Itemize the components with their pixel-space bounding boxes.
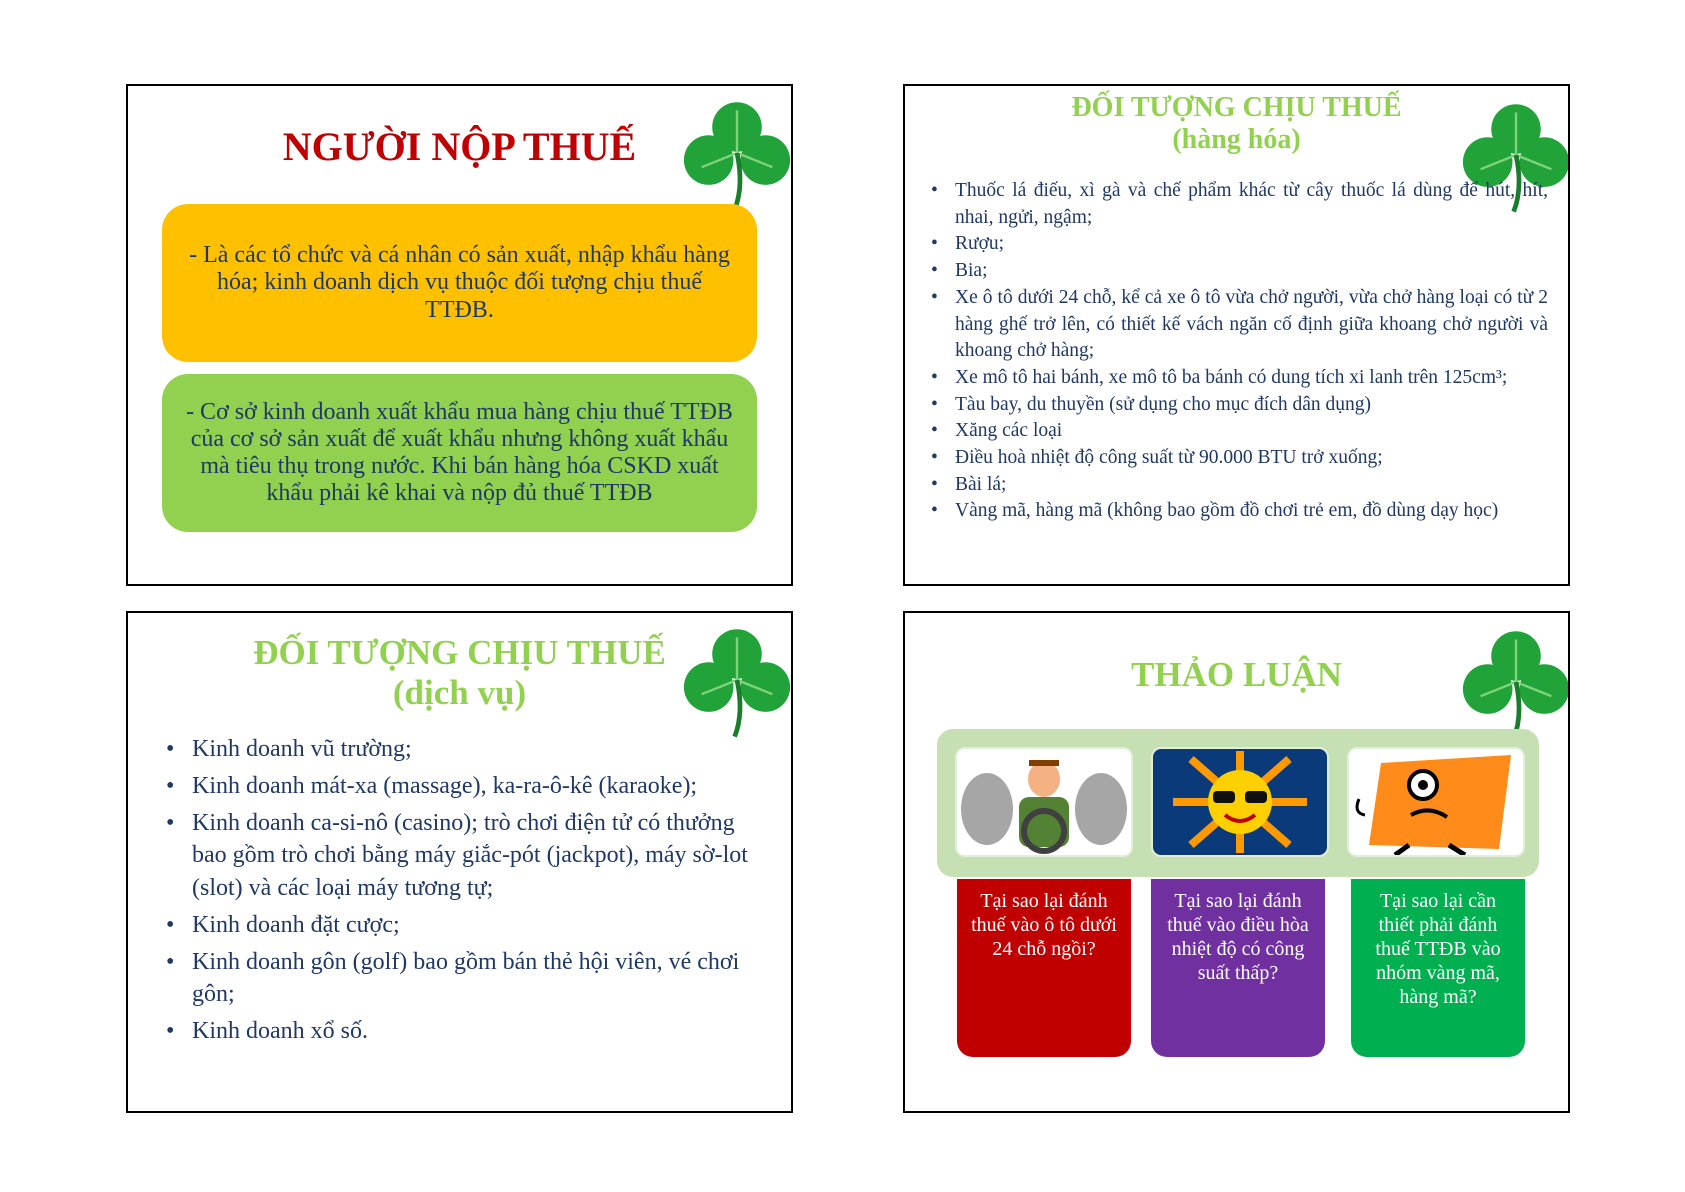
stressed-driver-clipart <box>955 747 1133 857</box>
slide-title <box>905 92 1568 156</box>
image-panel <box>937 729 1539 877</box>
question-text: Tại sao lại đánh thuế vào điều hòa nhiệt độ có công suất thấp? <box>1167 890 1309 984</box>
title-line: ĐỐI TƯỢNG CHỊU THUẾ <box>253 633 666 672</box>
slide-title: THẢO LUẬN <box>1131 655 1342 694</box>
slide-taxable-services <box>126 611 793 1113</box>
slide-title: NGƯỜI NỘP THUẾ <box>282 124 637 169</box>
list-item: • Xăng các loại <box>931 418 1548 445</box>
list-item: • Xe ô tô dưới 24 chỗ, kể cả xe ô tô vừa chở người, vừa chở hàng loại có từ 2 hàng ghế trở lên, có thiết kế vách ngăn cố định giữa khoang chở người và khoang chở hàng; <box>931 285 1548 365</box>
export-business-box <box>162 374 757 532</box>
running-orange-face-clipart <box>1347 747 1525 857</box>
list-item: • Kinh doanh gôn (golf) bao gồm bán thẻ hội viên, vé chơi gôn; <box>166 946 751 1010</box>
list-item: • Kinh doanh mát-xa (massage), ka-ra-ô-kê (karaoke); <box>166 770 751 802</box>
goods-list <box>931 178 1548 525</box>
slide-discussion <box>903 611 1570 1113</box>
list-item: • Kinh doanh ca-si-nô (casino); trò chơi điện tử có thưởng bao gồm trò chơi bằng máy giắc-pót (jackpot), máy sờ-lot (slot) và các loại máy tương tự; <box>166 807 751 903</box>
subtitle-line: (hàng hóa) <box>1172 124 1301 156</box>
list-item: • Vàng mã, hàng mã (không bao gồm đồ chơi trẻ em, đồ dùng dạy học) <box>931 498 1548 525</box>
question-text: Tại sao lại cần thiết phải đánh thuế TTĐB vào nhóm vàng mã, hàng mã? <box>1375 890 1501 1008</box>
list-item: • Kinh doanh đặt cược; <box>166 909 751 941</box>
title-line: ĐỐI TƯỢNG CHỊU THUẾ <box>1071 92 1402 123</box>
question-text: Tại sao lại đánh thuế vào ô tô dưới 24 chỗ ngồi? <box>971 890 1117 960</box>
question-votive-paper <box>1351 879 1525 1057</box>
slide-taxable-goods <box>903 84 1570 586</box>
slide-title <box>128 633 791 714</box>
list-item: • Điều hoà nhiệt độ công suất từ 90.000 BTU trở xuống; <box>931 445 1548 472</box>
list-item: • Thuốc lá điếu, xì gà và chế phẩm khác từ cây thuốc lá dùng để hút, hít, nhai, ngửi, ngậm; <box>931 178 1548 231</box>
export-business-text: - Cơ sở kinh doanh xuất khẩu mua hàng chịu thuế TTĐB của cơ sở sản xuất để xuất khẩu nhưng không xuất khẩu mà tiêu thụ trong nước. Khi bán hàng hóa CSKD xuất khẩu phải kê khai và nộp đủ thuế TTĐB <box>186 398 733 507</box>
taxpayer-definition-text: - Là các tổ chức và cá nhân có sản xuất, nhập khẩu hàng hóa; kinh doanh dịch vụ thuộc đối tượng chịu thuế TTĐB. <box>189 242 730 323</box>
list-item: • Rượu; <box>931 231 1548 258</box>
slide-taxpayer <box>126 84 793 586</box>
list-item: • Kinh doanh vũ trường; <box>166 733 751 765</box>
list-item: • Kinh doanh xổ số. <box>166 1015 751 1047</box>
taxpayer-definition-box <box>162 204 757 362</box>
list-item: • Bài lá; <box>931 472 1548 499</box>
sun-with-sunglasses-clipart <box>1151 747 1329 857</box>
question-cars <box>957 879 1131 1057</box>
list-item: • Tàu bay, du thuyền (sử dụng cho mục đích dân dụng) <box>931 392 1548 419</box>
subtitle-line: (dịch vụ) <box>392 673 527 713</box>
question-air-conditioner <box>1151 879 1325 1057</box>
list-item: • Xe mô tô hai bánh, xe mô tô ba bánh có dung tích xi lanh trên 125cm³; <box>931 365 1548 392</box>
services-list <box>166 733 751 1052</box>
list-item: • Bia; <box>931 258 1548 285</box>
